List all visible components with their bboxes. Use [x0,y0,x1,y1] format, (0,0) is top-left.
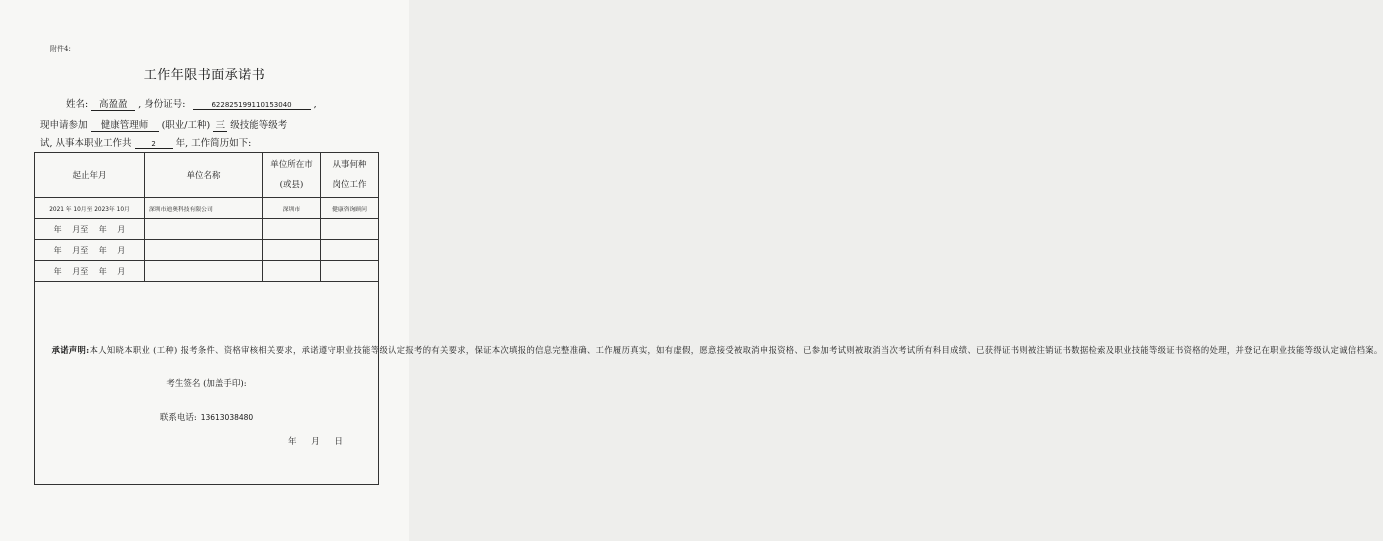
annex-label: 附件4: [50,45,71,53]
identity-tail: , [313,99,317,110]
years-line [40,135,251,149]
blank-cell [145,219,263,240]
blank-cell [263,219,321,240]
table-row [35,219,379,240]
statement-row [35,282,379,485]
blank-cell [263,261,321,282]
blank-period: 年 月至 年 月 [35,240,145,261]
blank-cell [321,240,379,261]
row1-job: 健康咨询顾问 [321,198,379,219]
table-row [35,240,379,261]
apply-line [40,117,287,132]
table-header-row [35,153,379,198]
blank-period: 年 月至 年 月 [35,219,145,240]
apply-suffix: 级技能等级考 [230,120,288,131]
id-label: , 身份证号: [138,99,186,110]
years-prefix: 试, 从事本职业工作共 [40,138,132,149]
phone-value: 13613038480 [200,413,254,423]
row1-city: 深圳市 [263,198,321,219]
table-row [35,198,379,219]
years-value: 2 [135,140,173,149]
row1-org: 深圳市迪奥科技有限公司 [145,198,263,219]
years-suffix: 年, 工作简历如下: [175,138,252,149]
blank-cell [263,240,321,261]
blank-period: 年 月至 年 月 [35,261,145,282]
header-job [321,153,379,198]
phone-line [35,411,378,423]
blank-cell [145,261,263,282]
name-value: 高盈盈 [91,96,135,111]
id-number-value: 622825199110153040 [193,101,311,110]
blank-cell [321,219,379,240]
header-city [263,153,321,198]
identity-line [66,96,317,111]
statement-lead: 承诺声明: [51,344,90,355]
header-city-line1: 单位所在市 [270,160,313,170]
statement-paragraph [35,343,1383,358]
blank-cell [321,261,379,282]
header-job-line1: 从事何种 [332,160,367,170]
statement-body: 本人知晓本职业 (工种) 报考条件、资格审核相关要求，承诺遵守职业技能等级认定报考的有关要求，保证本次填报的信息完整准确、工作履历真实，如有虚假，愿意接受被取消申报资格、已参加考试则被取消当次考试所有科目成绩、已获得证书则被注销证书数据检索及职业技能等级证书资格的处理，并登记在职业技能等级认定诚信档案。 [89,344,1383,355]
header-job-line2: 岗位工作 [332,180,367,190]
occupation-note: (职业/工种) [161,120,211,131]
header-city-line2: (或县) [279,180,304,190]
date-line: 年 月 日 [288,437,343,447]
signature-label: 考生签名 (加盖手印): [166,379,247,390]
apply-prefix: 现申请参加 [40,120,88,131]
row1-period: 2021 年 10月至 2023年 10月 [35,198,145,219]
statement-cell [35,282,1383,485]
name-label: 姓名: [66,99,89,110]
blank-cell [145,240,263,261]
phone-label: 联系电话: [159,413,197,424]
document-title: 工作年限书面承诺书 [143,68,266,83]
level-value: 三 [213,117,227,132]
occupation-value: 健康管理师 [91,117,159,132]
header-period: 起止年月 [35,153,145,198]
header-org: 单位名称 [145,153,263,198]
table-row [35,261,379,282]
